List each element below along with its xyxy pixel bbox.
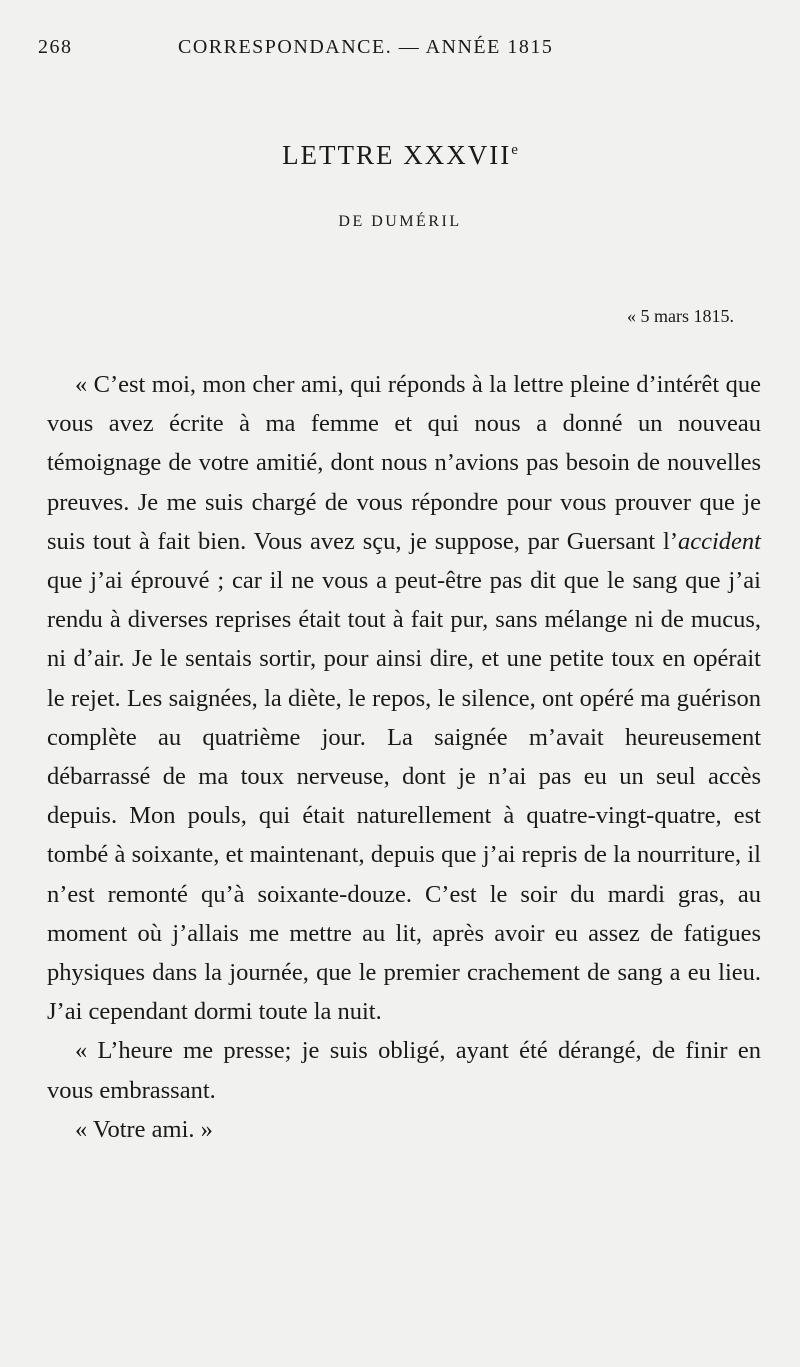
page-number: 268 [38,36,73,58]
letter-date: « 5 mars 1815. [627,306,734,326]
letter-title-superscript: e [511,142,518,158]
body-paragraph [47,365,761,1031]
running-head-title: CORRESPONDANCE. — ANNÉE 1815 [178,36,554,58]
letter-author: DE DUMÉRIL [338,213,462,230]
body-paragraph: « L’heure me presse; je suis obligé, ayant été dérangé, de finir en vous embrassant. [47,1037,761,1104]
signoff: « Votre ami. » [75,1115,213,1143]
body-text-segment: « C’est moi, mon cher ami, qui réponds à la lettre pleine d’intérêt que vous avez écrite à ma femme et qui nous a donné un nouveau témoignage de votre amitié, dont nous n’avions pas besoin de nouvelles preuves. Je me suis chargé de vous répondre pour vous prouver que je suis tout à fait bien. Vous avez sçu, je suppose, par Guersant l’ [47,371,761,555]
letter-title [0,140,800,171]
running-head [38,36,764,70]
body-text-segment: que j’ai éprouvé ; car il ne vous a peut-être pas dit que le sang que j’ai rendu à diverses reprises était tout à fait pur, sans mélange ni de mucus, ni d’air. Je le sentais sortir, pour ainsi dire, et une petite toux en opérait le rejet. Les saignées, la diète, le repos, le silence, ont opéré ma guérison complète au quatrième jour. La saignée m’avait heureusement débarrassé de ma toux nerveuse, dont je n’ai pas eu un seul accès depuis. Mon pouls, qui était naturellement à quatre-vingt-quatre, est tombé à soixante, et maintenant, depuis que j’ai repris de la nourriture, il n’est remonté qu’à soixante-douze. C’est le soir du mardi gras, au moment où j’allais me mettre au lit, après avoir eu assez de fatigues physiques dans la journée, que le premier crachement de sang a eu lieu. J’ai cependant dormi toute la nuit. [47,567,761,1026]
letter-title-text: LETTRE XXXVII [282,140,512,170]
letter-body [47,365,761,1149]
italic-word: accident [678,527,761,555]
